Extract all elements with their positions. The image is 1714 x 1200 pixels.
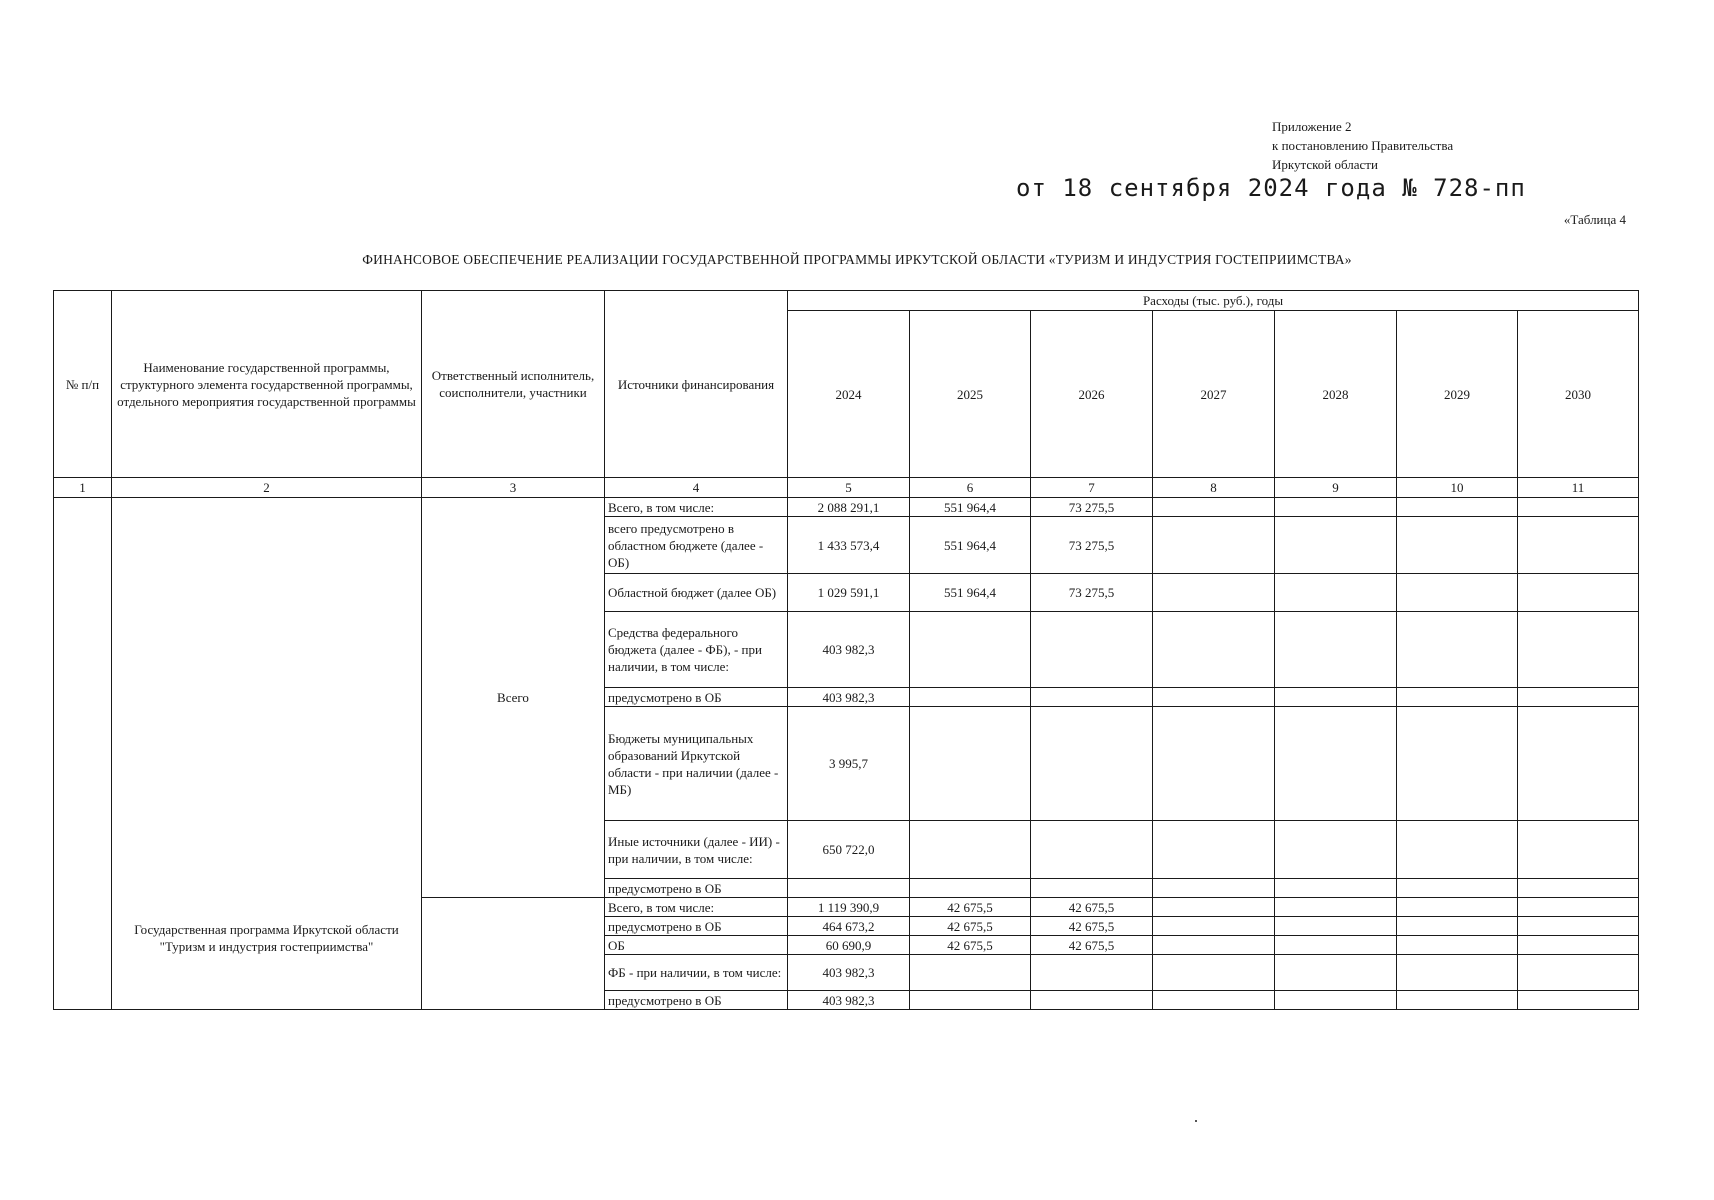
appendix-line-2: к постановлению Правительства [1272,138,1454,153]
value-cell: 403 982,3 [788,688,910,707]
value-cell: 60 690,9 [788,936,910,955]
value-cell [910,612,1031,688]
header-year: 2027 [1153,311,1275,478]
value-cell [1397,936,1518,955]
financing-table [53,290,1639,1010]
value-cell: 42 675,5 [910,936,1031,955]
header-executor: Ответственный исполнитель, соисполнители, участники [422,291,605,478]
header-year: 2026 [1031,311,1153,478]
decree-stamp: от 18 сентября 2024 года № 728-пп [1016,174,1526,202]
value-cell: 403 982,3 [788,991,910,1010]
value-cell: 403 982,3 [788,955,910,991]
header-expenses: Расходы (тыс. руб.), годы [788,291,1639,311]
value-cell [1518,821,1639,879]
value-cell: 403 982,3 [788,612,910,688]
value-cell [1518,936,1639,955]
appendix-block [1272,117,1453,174]
value-cell [1397,517,1518,574]
value-cell: 42 675,5 [1031,898,1153,917]
column-number: 8 [1153,478,1275,498]
value-cell: 3 995,7 [788,707,910,821]
value-cell: 73 275,5 [1031,517,1153,574]
value-cell [1518,879,1639,898]
value-cell [1275,879,1397,898]
column-number: 11 [1518,478,1639,498]
value-cell [1031,688,1153,707]
value-cell [1397,991,1518,1010]
column-number: 10 [1397,478,1518,498]
header-num: № п/п [54,291,112,478]
value-cell [1397,707,1518,821]
value-cell [1031,821,1153,879]
source-cell: предусмотрено в ОБ [605,688,788,707]
value-cell [1397,612,1518,688]
row-number-cell [54,498,112,1010]
column-number: 4 [605,478,788,498]
column-number: 6 [910,478,1031,498]
value-cell [1397,898,1518,917]
value-cell [1518,574,1639,612]
value-cell [1275,574,1397,612]
data-row [54,498,1639,517]
column-number: 3 [422,478,605,498]
value-cell [1397,574,1518,612]
value-cell [1153,879,1275,898]
value-cell [1518,517,1639,574]
value-cell: 650 722,0 [788,821,910,879]
value-cell [1153,498,1275,517]
value-cell [910,991,1031,1010]
value-cell [1518,955,1639,991]
value-cell: 73 275,5 [1031,574,1153,612]
value-cell [1518,898,1639,917]
value-cell [1275,936,1397,955]
value-cell [1031,955,1153,991]
value-cell [1518,498,1639,517]
value-cell: 1 119 390,9 [788,898,910,917]
header-year: 2028 [1275,311,1397,478]
value-cell [1153,936,1275,955]
value-cell [1518,991,1639,1010]
column-number: 2 [112,478,422,498]
value-cell [1275,991,1397,1010]
value-cell [1031,707,1153,821]
value-cell [1153,688,1275,707]
value-cell [910,688,1031,707]
value-cell [1031,612,1153,688]
value-cell [1153,517,1275,574]
value-cell [1397,821,1518,879]
table-reference: «Таблица 4 [1563,212,1626,227]
column-numbers-row [54,478,1639,498]
executor-cell: Всего [422,498,605,898]
value-cell: 551 964,4 [910,498,1031,517]
value-cell: 42 675,5 [1031,917,1153,936]
column-number: 7 [1031,478,1153,498]
value-cell [1275,517,1397,574]
column-number: 1 [54,478,112,498]
source-cell: предусмотрено в ОБ [605,917,788,936]
source-cell: Всего, в том числе: [605,498,788,517]
column-number: 9 [1275,478,1397,498]
value-cell [1153,955,1275,991]
value-cell [1153,821,1275,879]
value-cell [1275,955,1397,991]
value-cell [1518,707,1639,821]
value-cell [1275,821,1397,879]
value-cell [1275,707,1397,821]
value-cell [1153,707,1275,821]
program-name: Государственная программа Иркутской области "Туризм и индустрия гостеприимства" [112,498,422,1010]
value-cell [910,821,1031,879]
value-cell [1031,991,1153,1010]
value-cell: 42 675,5 [910,917,1031,936]
source-cell: предусмотрено в ОБ [605,879,788,898]
value-cell [1518,688,1639,707]
value-cell: 551 964,4 [910,517,1031,574]
document-title: ФИНАНСОВОЕ ОБЕСПЕЧЕНИЕ РЕАЛИЗАЦИИ ГОСУДАРСТВЕННОЙ ПРОГРАММЫ ИРКУТСКОЙ ОБЛАСТИ «ТУРИЗМ И ИНДУСТРИЯ ГОСТЕПРИИМСТВА» [362,252,1352,267]
header-sources: Источники финансирования [605,291,788,478]
header-name: Наименование государственной программы, структурного элемента государственной программы, отдельного мероприятия государственной программы [112,291,422,478]
value-cell: 464 673,2 [788,917,910,936]
value-cell [1275,688,1397,707]
source-cell: ОБ [605,936,788,955]
value-cell [1397,879,1518,898]
value-cell: 2 088 291,1 [788,498,910,517]
source-cell: Областной бюджет (далее ОБ) [605,574,788,612]
value-cell [1397,498,1518,517]
value-cell: 551 964,4 [910,574,1031,612]
source-cell: Средства федерального бюджета (далее - ФБ), - при наличии, в том числе: [605,612,788,688]
value-cell [1397,688,1518,707]
value-cell [1153,917,1275,936]
appendix-line-1: Приложение 2 [1272,119,1352,134]
source-cell: ФБ - при наличии, в том числе: [605,955,788,991]
value-cell [1397,917,1518,936]
value-cell [1397,955,1518,991]
value-cell [1275,917,1397,936]
value-cell [910,955,1031,991]
value-cell: 1 433 573,4 [788,517,910,574]
value-cell [1153,898,1275,917]
value-cell [1518,917,1639,936]
source-cell: Бюджеты муниципальных образований Иркутской области - при наличии (далее - МБ) [605,707,788,821]
header-year: 2030 [1518,311,1639,478]
value-cell [910,879,1031,898]
value-cell [910,707,1031,821]
source-cell: Всего, в том числе: [605,898,788,917]
source-cell: всего предусмотрено в областном бюджете (далее - ОБ) [605,517,788,574]
value-cell [1153,574,1275,612]
appendix-line-3: Иркутской области [1272,157,1378,172]
value-cell: 73 275,5 [1031,498,1153,517]
source-cell: предусмотрено в ОБ [605,991,788,1010]
value-cell [1275,612,1397,688]
value-cell [1031,879,1153,898]
header-year: 2025 [910,311,1031,478]
column-number: 5 [788,478,910,498]
value-cell [788,879,910,898]
value-cell [1153,991,1275,1010]
header-year: 2024 [788,311,910,478]
scan-speck [1195,1120,1197,1122]
value-cell: 1 029 591,1 [788,574,910,612]
value-cell [1275,498,1397,517]
source-cell: Иные источники (далее - ИИ) - при наличии, в том числе: [605,821,788,879]
value-cell: 42 675,5 [910,898,1031,917]
executor-cell [422,898,605,1010]
value-cell [1153,612,1275,688]
header-year: 2029 [1397,311,1518,478]
value-cell [1275,898,1397,917]
value-cell: 42 675,5 [1031,936,1153,955]
value-cell [1518,612,1639,688]
